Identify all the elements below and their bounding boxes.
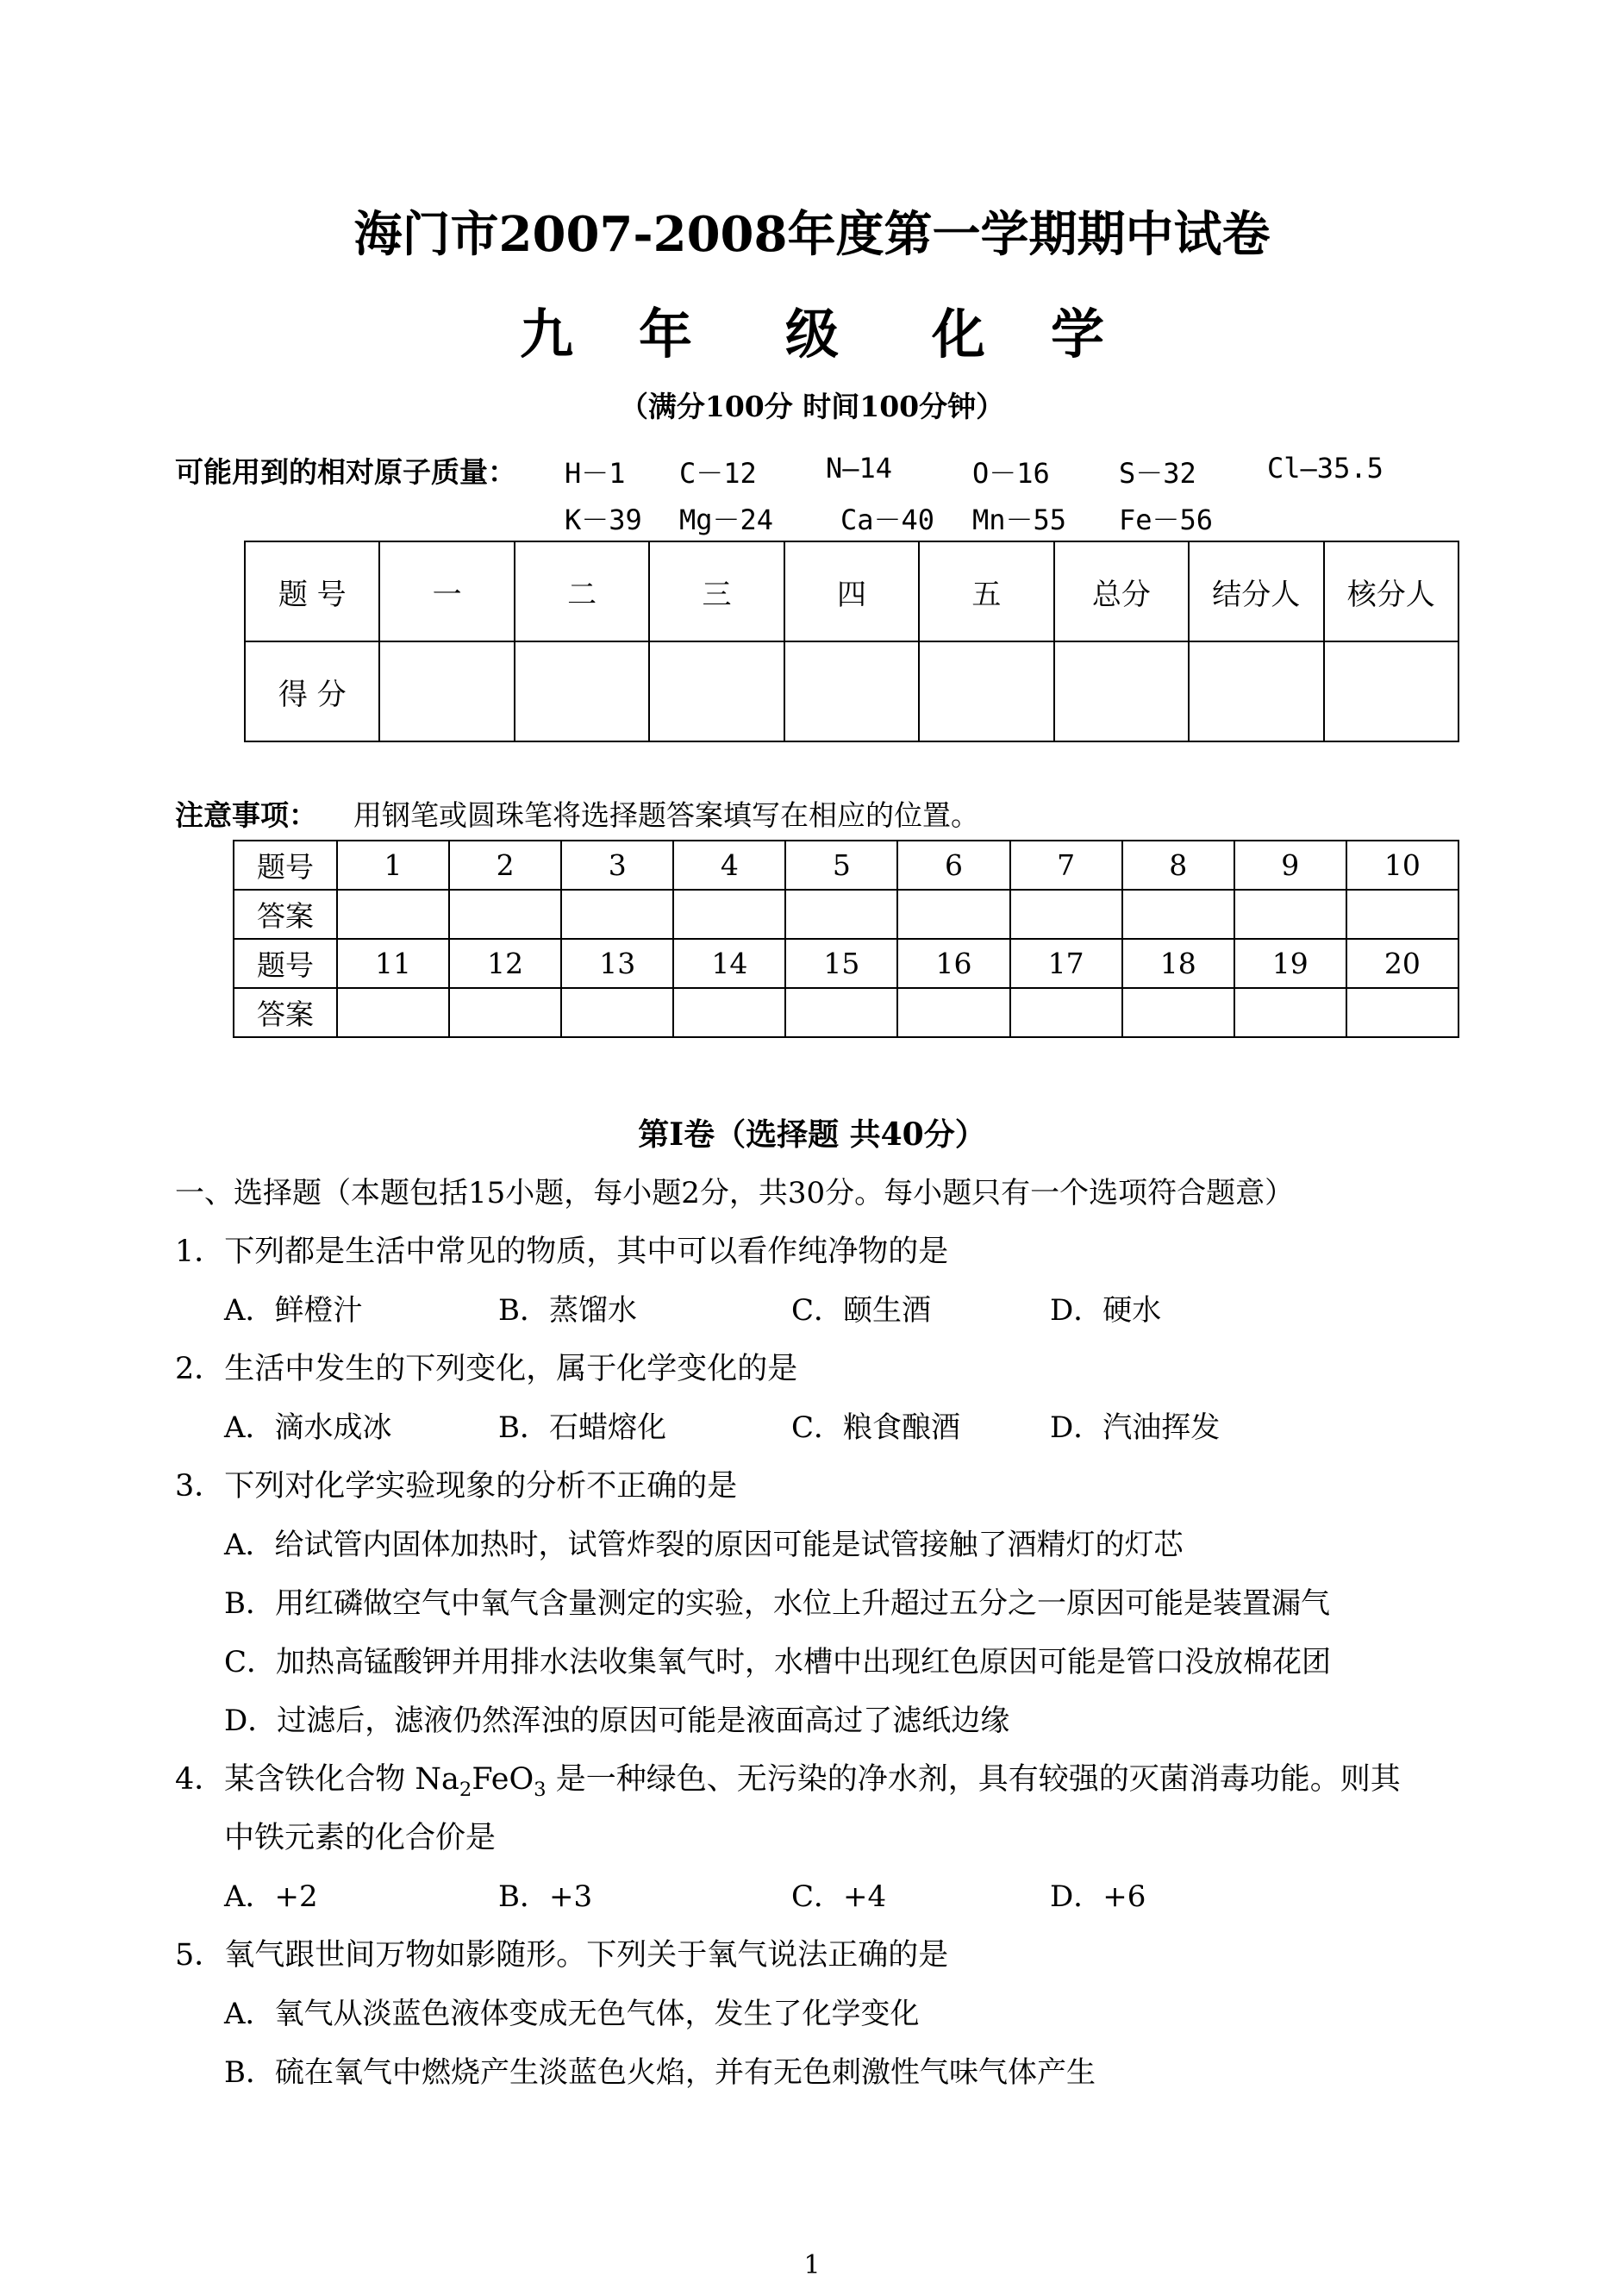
- score-header-cell: 三: [649, 541, 784, 641]
- score-table-score-row: [245, 641, 1458, 741]
- question-3-option-a: A．给试管内固体加热时，试管炸裂的原因可能是试管接触了酒精灯的灯芯: [224, 1528, 1184, 1562]
- question-2-option-c: C．粮食酿酒: [791, 1410, 961, 1445]
- question-1-stem: 1．下列都是生活中常见的物质，其中可以看作纯净物的是: [175, 1235, 949, 1269]
- answer-cell[interactable]: [337, 890, 449, 939]
- answer-cell[interactable]: [1122, 890, 1234, 939]
- question-2-option-a: A．滴水成冰: [224, 1410, 392, 1445]
- question-number-cell: 1: [337, 841, 449, 890]
- question-number-cell: 20: [1346, 939, 1458, 988]
- question-4-option-b: B．+3: [498, 1879, 593, 1914]
- question-4-stem-line2: 中铁元素的化合价是: [224, 1821, 497, 1855]
- section-title: 第Ⅰ卷（选择题 共40分）: [638, 1116, 986, 1153]
- answer-cell[interactable]: [1346, 988, 1458, 1037]
- answer-cell[interactable]: [897, 988, 1009, 1037]
- answer-cell[interactable]: [785, 988, 897, 1037]
- formula-part: FeO: [472, 1762, 534, 1797]
- answer-cell[interactable]: [673, 890, 785, 939]
- answer-row-label: 答案: [234, 988, 337, 1037]
- question-number-cell: 6: [897, 841, 1009, 890]
- score-header-cell: 五: [919, 541, 1053, 641]
- answer-cell[interactable]: [1346, 890, 1458, 939]
- question-3-option-b: B．用红磷做空气中氧气含量测定的实验，水位上升超过五分之一原因可能是装置漏气: [224, 1586, 1330, 1621]
- score-cell[interactable]: [1189, 641, 1323, 741]
- question-3-option-c: C．加热高锰酸钾并用排水法收集氧气时，水槽中出现红色原因可能是管口没放棉花团: [224, 1645, 1332, 1679]
- formula-subscript: 3: [534, 1779, 547, 1801]
- question-number-cell: 3: [561, 841, 673, 890]
- score-cell[interactable]: [1324, 641, 1459, 741]
- answer-cell[interactable]: [449, 890, 561, 939]
- score-header-cell: 总分: [1054, 541, 1189, 641]
- score-header-cell: 二: [515, 541, 649, 641]
- question-number-cell: 12: [449, 939, 561, 988]
- question-4-stem-start: 4．某含铁化合物 Na: [175, 1762, 459, 1797]
- subtitle-char: 化: [932, 303, 986, 366]
- answer-cell[interactable]: [1010, 988, 1122, 1037]
- score-table-header-row: [245, 541, 1458, 641]
- question-number-cell: 7: [1010, 841, 1122, 890]
- atomic-mass-c: C－12: [679, 457, 757, 490]
- question-2-stem: 2．生活中发生的下列变化，属于化学变化的是: [175, 1352, 798, 1386]
- score-cell[interactable]: [649, 641, 784, 741]
- notice-text: 用钢笔或圆珠笔将选择题答案填写在相应的位置。: [353, 798, 979, 832]
- score-header-cell: 题 号: [245, 541, 379, 641]
- question-1-option-b: B．蒸馏水: [498, 1293, 637, 1328]
- atomic-mass-n: N—14: [826, 452, 893, 485]
- question-4-stem-end: 是一种绿色、无污染的净水剂，具有较强的灭菌消毒功能。则其: [546, 1762, 1401, 1797]
- subtitle-char: 年: [638, 303, 692, 366]
- question-2-option-d: D．汽油挥发: [1050, 1410, 1221, 1445]
- question-number-cell: 2: [449, 841, 561, 890]
- subtitle-char: 级: [784, 303, 839, 366]
- question-number-cell: 19: [1234, 939, 1346, 988]
- answer-cell[interactable]: [1122, 988, 1234, 1037]
- score-row-label: 得 分: [245, 641, 379, 741]
- exam-meta: （满分100分 时间100分钟）: [619, 390, 1005, 423]
- atomic-mass-s: S－32: [1119, 457, 1196, 490]
- question-5-stem: 5．氧气跟世间万物如影随形。下列关于氧气说法正确的是: [175, 1938, 949, 1973]
- section-heading: 一、选择题（本题包括15小题，每小题2分，共30分。每小题只有一个选项符合题意）: [175, 1176, 1295, 1210]
- answer-cell[interactable]: [1010, 890, 1122, 939]
- answer-row: [234, 988, 1458, 1037]
- answer-cell[interactable]: [561, 890, 673, 939]
- subtitle-char: 九: [519, 303, 573, 366]
- score-header-cell: 核分人: [1324, 541, 1459, 641]
- formula-subscript: 2: [459, 1779, 472, 1801]
- subtitle-char: 学: [1051, 303, 1105, 366]
- question-number-cell: 16: [897, 939, 1009, 988]
- answer-cell[interactable]: [561, 988, 673, 1037]
- score-cell[interactable]: [784, 641, 919, 741]
- score-header-cell: 结分人: [1189, 541, 1323, 641]
- question-4-option-a: A．+2: [224, 1879, 318, 1914]
- atomic-mass-mg: Mg－24: [679, 503, 774, 536]
- page-number: 1: [803, 2250, 821, 2280]
- exam-title: 海门市2007-2008年度第一学期期中试卷: [353, 206, 1271, 263]
- atomic-mass-cl: Cl—35.5: [1267, 452, 1384, 485]
- score-header-cell: 四: [784, 541, 919, 641]
- question-number-cell: 17: [1010, 939, 1122, 988]
- atomic-mass-h: H－1: [565, 457, 626, 490]
- question-4-stem: [175, 1755, 1401, 1801]
- answer-number-row: [234, 939, 1458, 988]
- score-cell[interactable]: [1054, 641, 1189, 741]
- answer-cell[interactable]: [1234, 988, 1346, 1037]
- answer-cell[interactable]: [1234, 890, 1346, 939]
- question-1-option-d: D．硬水: [1050, 1293, 1162, 1328]
- question-number-cell: 11: [337, 939, 449, 988]
- question-number-cell: 8: [1122, 841, 1234, 890]
- atomic-mass-k: K－39: [565, 503, 642, 536]
- atomic-mass-label: 可能用到的相对原子质量：: [175, 455, 516, 489]
- score-header-cell: 一: [379, 541, 514, 641]
- question-number-cell: 15: [785, 939, 897, 988]
- question-number-cell: 10: [1346, 841, 1458, 890]
- answer-row-label: 答案: [234, 890, 337, 939]
- answer-cell[interactable]: [785, 890, 897, 939]
- score-table: [244, 541, 1459, 742]
- atomic-mass-ca: Ca－40: [840, 503, 935, 536]
- question-number-cell: 4: [673, 841, 785, 890]
- atomic-mass-fe: Fe－56: [1119, 503, 1214, 536]
- question-4-option-c: C．+4: [791, 1879, 887, 1914]
- answer-cell[interactable]: [673, 988, 785, 1037]
- question-3-stem: 3．下列对化学实验现象的分析不正确的是: [175, 1469, 738, 1504]
- question-1-option-c: C．颐生酒: [791, 1293, 932, 1328]
- answer-row-label: 题号: [234, 939, 337, 988]
- question-number-cell: 14: [673, 939, 785, 988]
- answer-row-label: 题号: [234, 841, 337, 890]
- answer-cell[interactable]: [449, 988, 561, 1037]
- atomic-mass-mn: Mn－55: [972, 503, 1067, 536]
- exam-subtitle: [0, 291, 1624, 368]
- atomic-mass-o: O－16: [972, 457, 1050, 490]
- question-number-cell: 13: [561, 939, 673, 988]
- question-number-cell: 9: [1234, 841, 1346, 890]
- score-cell[interactable]: [379, 641, 514, 741]
- notice-label: 注意事项：: [175, 798, 317, 832]
- answer-row: [234, 890, 1458, 939]
- question-5-option-a: A．氧气从淡蓝色液体变成无色气体，发生了化学变化: [224, 1997, 920, 2031]
- score-cell[interactable]: [515, 641, 649, 741]
- question-4-option-d: D．+6: [1050, 1879, 1146, 1914]
- question-2-option-b: B．石蜡熔化: [498, 1410, 666, 1445]
- answer-cell[interactable]: [897, 890, 1009, 939]
- question-number-cell: 18: [1122, 939, 1234, 988]
- answer-cell[interactable]: [337, 988, 449, 1037]
- question-1-option-a: A．鲜橙汁: [224, 1293, 363, 1328]
- question-5-option-b: B．硫在氧气中燃烧产生淡蓝色火焰，并有无色刺激性气味气体产生: [224, 2055, 1096, 2090]
- answer-table: [233, 840, 1459, 1038]
- score-cell[interactable]: [919, 641, 1053, 741]
- question-number-cell: 5: [785, 841, 897, 890]
- question-3-option-d: D．过滤后，滤液仍然浑浊的原因可能是液面高过了滤纸边缘: [224, 1704, 1010, 1738]
- answer-number-row: [234, 841, 1458, 890]
